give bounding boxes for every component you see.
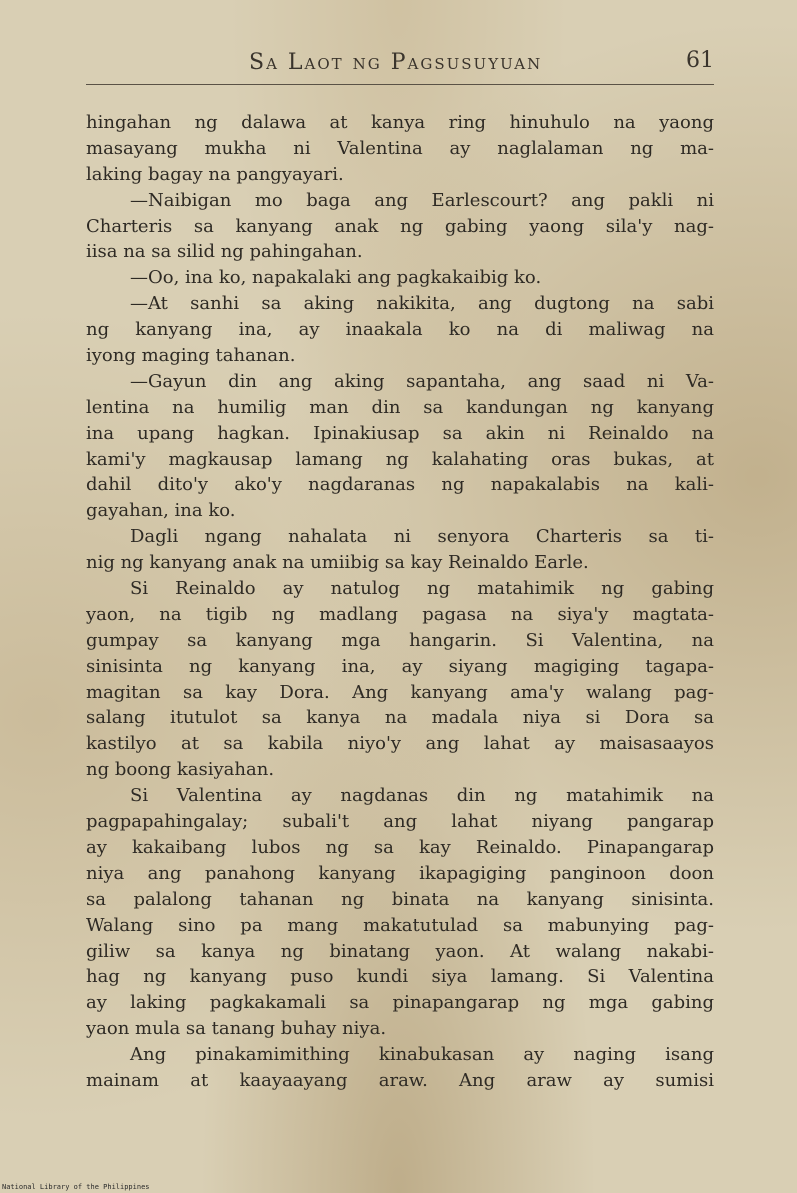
text-line: sa palalong tahanan ng binata na kanyang sinisinta. (86, 888, 714, 910)
text-line: Ang pinakamimithing kinabukasan ay naging isang (130, 1044, 714, 1066)
text-line: masayang mukha ni Valentina ay naglalaman ng ma- (86, 137, 714, 159)
text-line: kastilyo at sa kabila niyo'y ang lahat ay maisasaayos (86, 733, 714, 755)
text-line: giliw sa kanya ng binatang yaon. At walang nakabi- (86, 940, 714, 962)
text-line: nig ng kanyang anak na umiibig sa kay Reinaldo Earle. (86, 552, 589, 574)
page-header (86, 44, 714, 85)
text-line: pagpapahingalay; subali't ang lahat niyang pangarap (86, 811, 714, 833)
text-line: ay kakaibang lubos ng sa kay Reinaldo. Pinapangarap (86, 836, 714, 858)
text-line: —At sanhi sa aking nakikita, ang dugtong na sabi (130, 293, 714, 315)
text-line: iisa na sa silid ng pahingahan. (86, 241, 363, 263)
library-credit: National Library of the Philippines (2, 1183, 150, 1191)
text-line: —Gayun din ang aking sapantaha, ang saad ni Va- (130, 370, 714, 392)
page-number: 61 (686, 48, 714, 73)
text-line: laking bagay na pangyayari. (86, 163, 344, 185)
text-line: ng kanyang ina, ay inaakala ko na di maliwag na (86, 319, 714, 341)
text-line: ay laking pagkakamali sa pinapangarap ng mga gabing (86, 992, 714, 1014)
text-line: niya ang panahong kanyang ikapagiging panginoon doon (86, 862, 714, 884)
text-line: kami'y magkausap lamang ng kalahating oras bukas, at (86, 448, 714, 470)
text-line: hag ng kanyang puso kundi siya lamang. Si Valentina (86, 966, 714, 988)
text-line: gumpay sa kanyang mga hangarin. Si Valentina, na (86, 629, 714, 651)
text-line: sinisinta ng kanyang ina, ay siyang magiging tagapa- (86, 655, 714, 677)
body-text (86, 110, 714, 1094)
text-line: Walang sino pa mang makatutulad sa mabunying pag- (86, 914, 714, 936)
text-line: hingahan ng dalawa at kanya ring hinuhulo na yaong (86, 112, 714, 133)
text-line: ina upang hagkan. Ipinakiusap sa akin ni Reinaldo na (86, 422, 714, 444)
text-line: yaon mula sa tanang buhay niya. (86, 1018, 387, 1040)
text-line: salang itutulot sa kanya na madala niya si Dora sa (86, 707, 714, 729)
text-line: dahil dito'y ako'y nagdaranas ng napakalabis na kali- (86, 474, 714, 496)
running-title: Sa Laot ng Pagsusuyuan (249, 50, 543, 75)
text-line: ng boong kasiyahan. (86, 759, 275, 781)
text-line: gayahan, ina ko. (86, 500, 236, 522)
text-line: —Oo, ina ko, napakalaki ang pagkakaibig ko. (130, 267, 542, 289)
text-line: magitan sa kay Dora. Ang kanyang ama'y walang pag- (86, 681, 714, 703)
text-line: yaon, na tigib ng madlang pagasa na siya'y magtata- (86, 603, 714, 625)
text-line: iyong maging tahanan. (86, 345, 296, 367)
text-line: mainam at kaayaayang araw. Ang araw ay sumisi (86, 1069, 714, 1091)
text-line: Si Valentina ay nagdanas din ng matahimik na (130, 785, 714, 807)
text-line: Dagli ngang nahalata ni senyora Charteris sa ti- (130, 526, 714, 548)
text-line: lentina na humilig man din sa kandungan ng kanyang (86, 396, 714, 418)
text-line: Si Reinaldo ay natulog ng matahimik ng gabing (130, 578, 714, 600)
text-line: —Naibigan mo baga ang Earlescourt? ang pakli ni (130, 189, 714, 211)
text-line: Charteris sa kanyang anak ng gabing yaong sila'y nag- (86, 215, 714, 237)
